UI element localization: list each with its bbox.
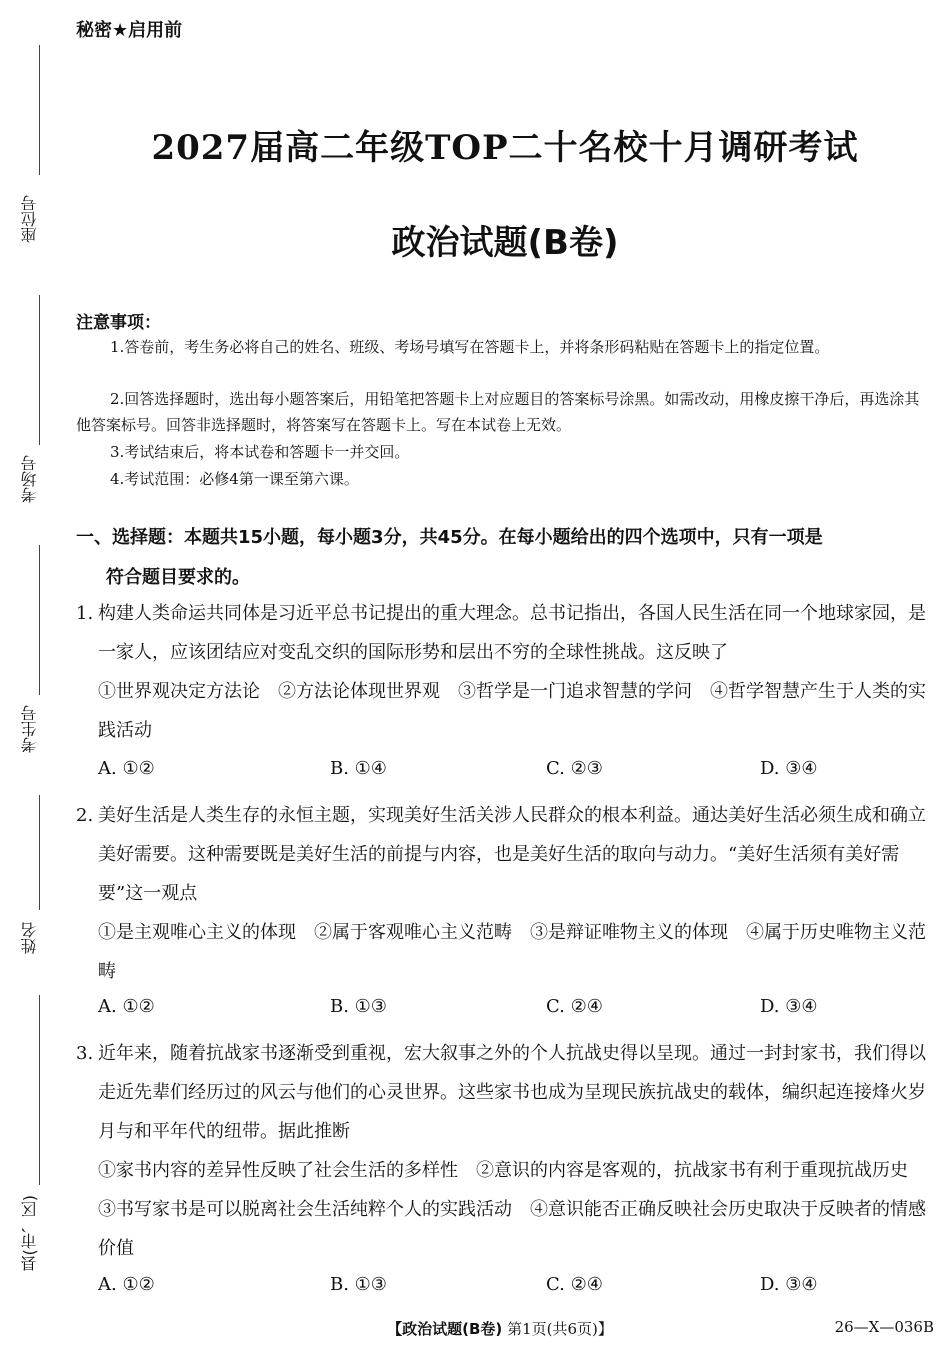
notes-heading: 注意事项： — [76, 313, 161, 333]
margin-label-seat: 座位号 — [20, 195, 39, 243]
question-stem: 构建人类命运共同体是习近平总书记提出的重大理念。总书记指出，各国人民生活在同一个地球家园，是一家人，应该团结应对变乱交织的国际形势和层出不穷的全球性挑战。这反映了 — [98, 603, 926, 663]
confidential-label: 秘密★启用前 — [76, 20, 183, 41]
margin-label-name: 姓名 — [20, 922, 39, 954]
footer-subject: 【政治试题(B卷) — [387, 1320, 503, 1338]
question-2-choices — [98, 996, 934, 1026]
choice-c[interactable]: C. ②④ — [546, 1274, 603, 1295]
choice-c[interactable]: C. ②④ — [546, 996, 603, 1017]
choice-d[interactable]: D. ③④ — [760, 758, 818, 779]
note-item: 2.回答选择题时，选出每小题答案后，用铅笔把答题卡上对应题目的答案标号涂黑。如需改动，用橡皮擦干净后，再选涂其他答案标号。回答非选择题时，将答案写在答题卡上。写在本试卷上无效。 — [76, 390, 920, 434]
question-number: 3. — [76, 1043, 94, 1064]
margin-label-county: 县(市、区) — [20, 1195, 39, 1272]
choice-a[interactable]: A. ①② — [98, 758, 155, 779]
question-number: 1. — [76, 603, 94, 624]
exam-subtitle: 政治试题(B卷) — [391, 223, 619, 263]
question-3 — [76, 1034, 934, 1268]
question-stem: 近年来，随着抗战家书逐渐受到重视，宏大叙事之外的个人抗战史得以呈现。通过一封封家书，我们得以走近先辈们经历过的风云与他们的心灵世界。这些家书也成为呈现民族抗战史的载体，编织起连接烽火岁月与和平年代的纽带。据此推断 — [98, 1043, 926, 1142]
paper-code: 26—X—036B — [834, 1318, 934, 1336]
margin-divider — [39, 795, 40, 910]
question-stem: 美好生活是人类生存的永恒主题，实现美好生活关涉人民群众的根本利益。通达美好生活必须生成和确立美好需要。这种需要既是美好生活的前提与内容，也是美好生活的取向与动力。“美好生活须有美好需要”这一观点 — [98, 805, 926, 904]
choice-d[interactable]: D. ③④ — [760, 1274, 818, 1295]
margin-divider — [39, 995, 40, 1185]
choice-c[interactable]: C. ②③ — [546, 758, 603, 779]
choice-b[interactable]: B. ①③ — [330, 1274, 387, 1295]
footer-page: 第1页(共6页)】 — [507, 1320, 613, 1338]
section-heading-line1: 一、选择题：本题共15小题，每小题3分，共45分。在每小题给出的四个选项中，只有一项是 — [76, 527, 823, 548]
section-heading-line2: 符合题目要求的。 — [106, 567, 250, 588]
note-item: 1.答卷前，考生务必将自己的姓名、班级、考场号填写在答题卡上，并将条形码粘贴在答题卡上的指定位置。 — [110, 338, 830, 356]
question-number: 2. — [76, 805, 94, 826]
question-statements: ①是主观唯心主义的体现 ②属于客观唯心主义范畴 ③是辩证唯物主义的体现 ④属于历史唯物主义范畴 — [98, 922, 926, 982]
margin-label-examinee: 考生号 — [20, 705, 39, 753]
section-heading — [76, 518, 934, 598]
question-statements: ①家书内容的差异性反映了社会生活的多样性 ②意识的内容是客观的，抗战家书有利于重现抗战历史 ③书写家书是可以脱离社会生活纯粹个人的实践活动 ④意识能否正确反映社会历史取决于反映者的情感价值 — [98, 1160, 926, 1259]
note-item: 4.考试范围：必修4第一课至第六课。 — [110, 470, 359, 488]
question-3-choices — [98, 1274, 934, 1304]
page-footer — [0, 1318, 950, 1339]
margin-divider — [39, 295, 40, 445]
margin-divider — [39, 545, 40, 695]
question-2 — [76, 796, 934, 991]
question-statements: ①世界观决定方法论 ②方法论体现世界观 ③哲学是一门追求智慧的学问 ④哲学智慧产生于人类的实践活动 — [98, 681, 926, 741]
choice-a[interactable]: A. ①② — [98, 1274, 155, 1295]
question-1 — [76, 594, 934, 750]
note-item: 3.考试结束后，将本试卷和答题卡一并交回。 — [110, 443, 410, 461]
margin-label-room: 考场号 — [20, 455, 39, 503]
choice-b[interactable]: B. ①③ — [330, 996, 387, 1017]
exam-title: 2027届高二年级TOP二十名校十月调研考试 — [151, 128, 859, 168]
choice-d[interactable]: D. ③④ — [760, 996, 818, 1017]
choice-a[interactable]: A. ①② — [98, 996, 155, 1017]
question-1-choices — [98, 758, 934, 788]
choice-b[interactable]: B. ①④ — [330, 758, 387, 779]
